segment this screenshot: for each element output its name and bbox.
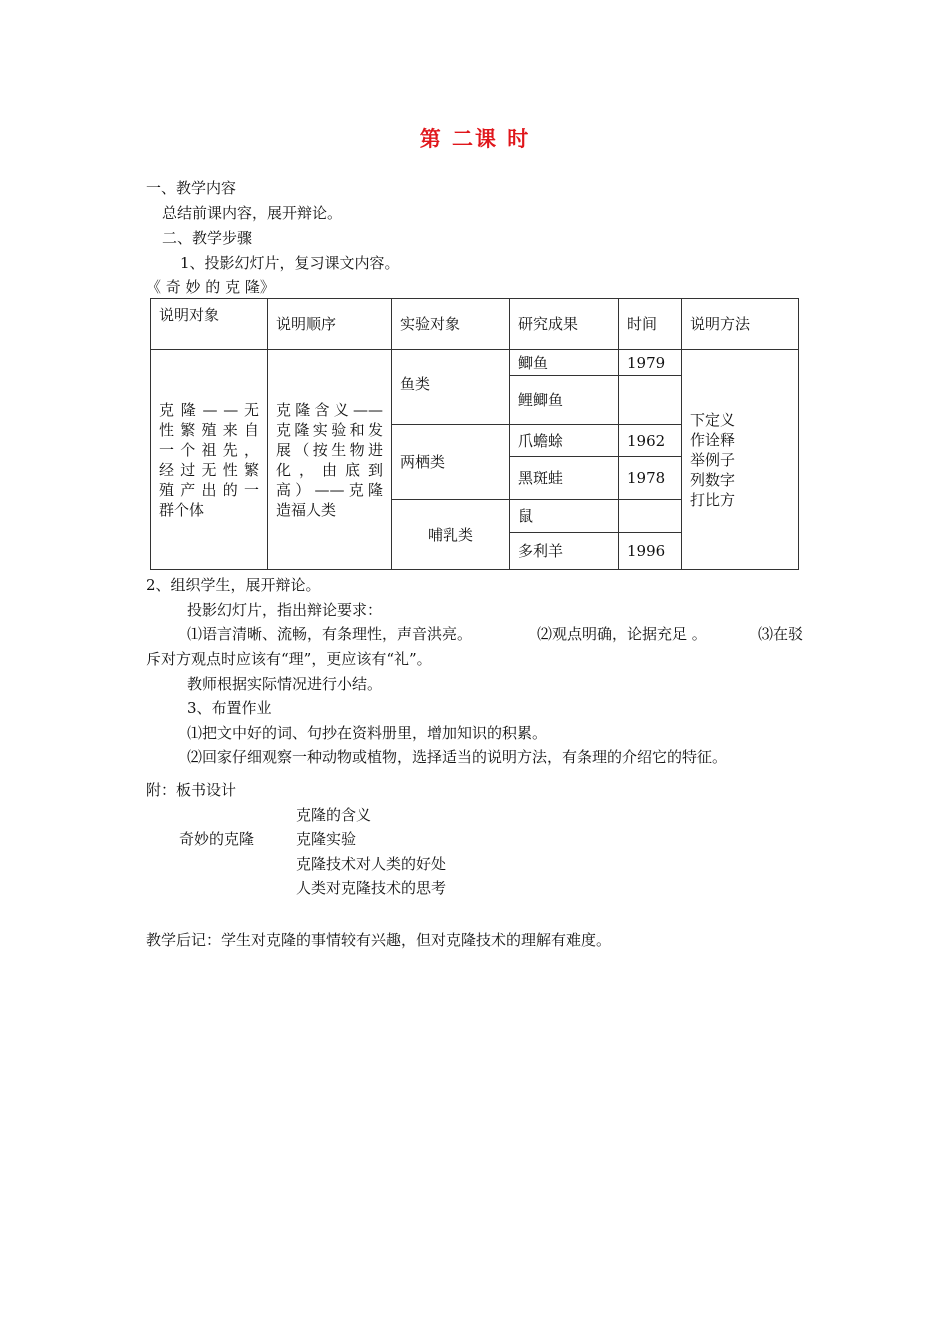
board-item: 克隆的含义 (296, 806, 372, 824)
year-cell: 1979 (619, 350, 682, 376)
group-name-cell: 哺乳类 (392, 500, 510, 570)
board-heading: 附：板书设计 (146, 781, 237, 799)
order-line: 克隆含义—— (276, 400, 383, 419)
header-cell: 说明方法 (682, 299, 799, 350)
year-cell: 1996 (619, 533, 682, 570)
board-item: 人类对克隆技术的思考 (296, 879, 447, 897)
header-cell: 研究成果 (510, 299, 619, 350)
header-cell: 时间 (619, 299, 682, 350)
summary-table (150, 298, 799, 570)
year-cell: 1978 (619, 457, 682, 500)
object-line: 一 个 祖 先 ， (159, 440, 259, 459)
homework-2: ⑵回家仔细观察一种动物或植物，选择适当的说明方法，有条理的介绍它的特征。 (187, 748, 728, 766)
board-item: 克隆实验 (296, 830, 357, 848)
result-cell: 鲫鱼 (510, 350, 619, 376)
object-line: 殖 产 出 的 一 (159, 480, 259, 499)
result-cell: 爪蟾蜍 (510, 425, 619, 457)
afterword: 教学后记：学生对克隆的事情较有兴趣，但对克隆技术的理解有难度。 (146, 931, 612, 949)
group-name-cell: 鱼类 (392, 350, 510, 425)
object-line: 经 过 无 性 繁 (159, 460, 259, 479)
method-item: 列数字 (690, 470, 736, 489)
year-cell (619, 376, 682, 425)
section-heading-content: 一、教学内容 (146, 179, 237, 197)
object-line: 群个体 (159, 500, 205, 519)
result-cell: 鲤鲫鱼 (510, 376, 619, 425)
order-line: 克隆实验和发 (276, 420, 383, 439)
method-item: 举例子 (690, 450, 736, 469)
homework-1: ⑴把文中好的词、句抄在资料册里，增加知识的积累。 (187, 724, 548, 742)
board-center-title: 奇妙的克隆 (179, 830, 255, 848)
method-item: 下定义 (690, 410, 736, 429)
methods-cell (682, 350, 799, 570)
result-cell: 鼠 (510, 500, 619, 533)
year-cell (619, 500, 682, 533)
method-item: 作诠释 (690, 430, 736, 449)
object-cell (151, 350, 268, 570)
requirement-3-end: 斥对方观点时应该有“理”，更应该有“礼”。 (146, 650, 432, 668)
table-caption: 《 奇 妙 的 克 隆》 (146, 278, 275, 296)
result-cell: 黑斑蛙 (510, 457, 619, 500)
section-heading-steps: 二、教学步骤 (162, 229, 253, 247)
requirement-3-start: ⑶在驳 (758, 625, 804, 643)
order-line: 展（按生物进 (276, 440, 383, 459)
header-cell: 说明顺序 (268, 299, 392, 350)
order-cell (268, 350, 392, 570)
result-cell: 多利羊 (510, 533, 619, 570)
step2-summary: 教师根据实际情况进行小结。 (187, 675, 383, 693)
page-title: 第 二课 时 (419, 126, 531, 151)
step2-line1: 投影幻灯片，指出辩论要求： (187, 601, 383, 619)
order-line: 造福人类 (276, 500, 337, 519)
order-line: 高）——克隆 (276, 480, 383, 499)
year-cell: 1962 (619, 425, 682, 457)
order-line: 化 ， 由 底 到 (276, 460, 383, 479)
requirement-2: ⑵观点明确，论据充足 。 (537, 625, 707, 643)
table-header-row (151, 299, 799, 350)
step2-heading: 2、组织学生，展开辩论。 (146, 576, 321, 594)
step1-text: 1、投影幻灯片，复习课文内容。 (180, 254, 400, 272)
header-cell: 实验对象 (392, 299, 510, 350)
table-row (151, 350, 799, 376)
object-line: 克 隆 — — 无 (159, 400, 259, 419)
board-item: 克隆技术对人类的好处 (296, 855, 447, 873)
group-name-cell: 两栖类 (392, 425, 510, 500)
section-content-text: 总结前课内容，展开辩论。 (162, 204, 343, 222)
step3-heading: 3、布置作业 (187, 699, 272, 717)
method-item: 打比方 (690, 490, 736, 509)
header-cell: 说明对象 (151, 299, 268, 350)
requirement-1: ⑴语言清晰、流畅，有条理性，声音洪亮。 (187, 625, 473, 643)
object-line: 性 繁 殖 来 自 (159, 420, 259, 439)
